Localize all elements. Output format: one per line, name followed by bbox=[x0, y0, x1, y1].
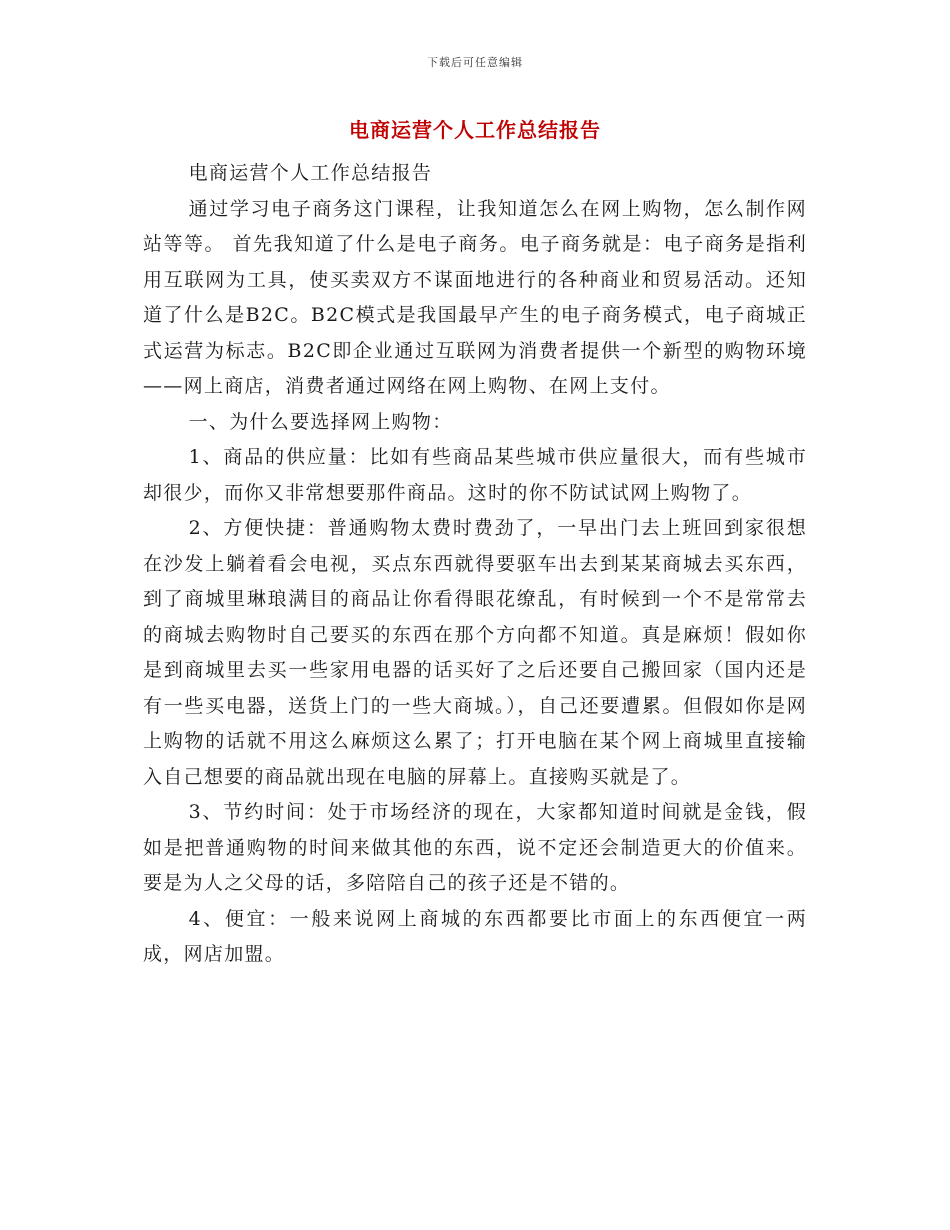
document-title: 电商运营个人工作总结报告 bbox=[349, 118, 601, 142]
paragraph-section-heading: 一、为什么要选择网上购物： bbox=[188, 410, 453, 433]
paragraph-item-2: 2、方便快捷：普通购物太费时费劲了，一早出门去上班回到家很想在沙发上躺着看会电视，买点东西就得要驱车出去到某某商城去买东西，到了商城里琳琅满目的商品让你看得眼花缭乱，有时候到一个不是常常去的商城去购物时自己要买的东西在那个方向都不知道。真是麻烦！假如你是到商城里去买一些家用电器的话买好了之后还要自己搬回家（国内还是有一些买电器，送货上门的一些大商城。），自己还要遭累。但假如你是网上购物的话就不用这么麻烦这么累了；打开电脑在某个网上商城里直接输入自己想要的商品就出现在电脑的屏幕上。直接购买就是了。 bbox=[143, 517, 807, 788]
paragraph-item-3: 3、节约时间：处于市场经济的现在，大家都知道时间就是金钱，假如是把普通购物的时间来做其他的东西，说不定还会制造更大的价值来。要是为人之父母的话，多陪陪自己的孩子还是不错的。 bbox=[143, 801, 807, 894]
paragraph-intro: 通过学习电子商务这门课程，让我知道怎么在网上购物，怎么制作网站等等。 首先我知道了什么是电子商务。电子商务就是：电子商务是指利用互联网为工具，使买卖双方不谋面地进行的各种商业和贸易活动。还知道了什么是B2C。B2C模式是我国最早产生的电子商务模式，电子商城正式运营为标志。B2C即企业通过互联网为消费者提供一个新型的购物环境——网上商店，消费者通过网络在网上购物、在网上支付。 bbox=[143, 197, 807, 397]
header-note: 下载后可任意编辑 bbox=[427, 56, 523, 69]
paragraph-item-1: 1、商品的供应量：比如有些商品某些城市供应量很大，而有些城市却很少，而你又非常想要那件商品。这时的你不防试试网上购物了。 bbox=[143, 446, 807, 504]
document-body bbox=[143, 156, 807, 973]
paragraph-subtitle: 电商运营个人工作总结报告 bbox=[188, 162, 433, 184]
paragraph-item-4: 4、便宜：一般来说网上商城的东西都要比市面上的东西便宜一两成，网店加盟。 bbox=[143, 907, 807, 965]
